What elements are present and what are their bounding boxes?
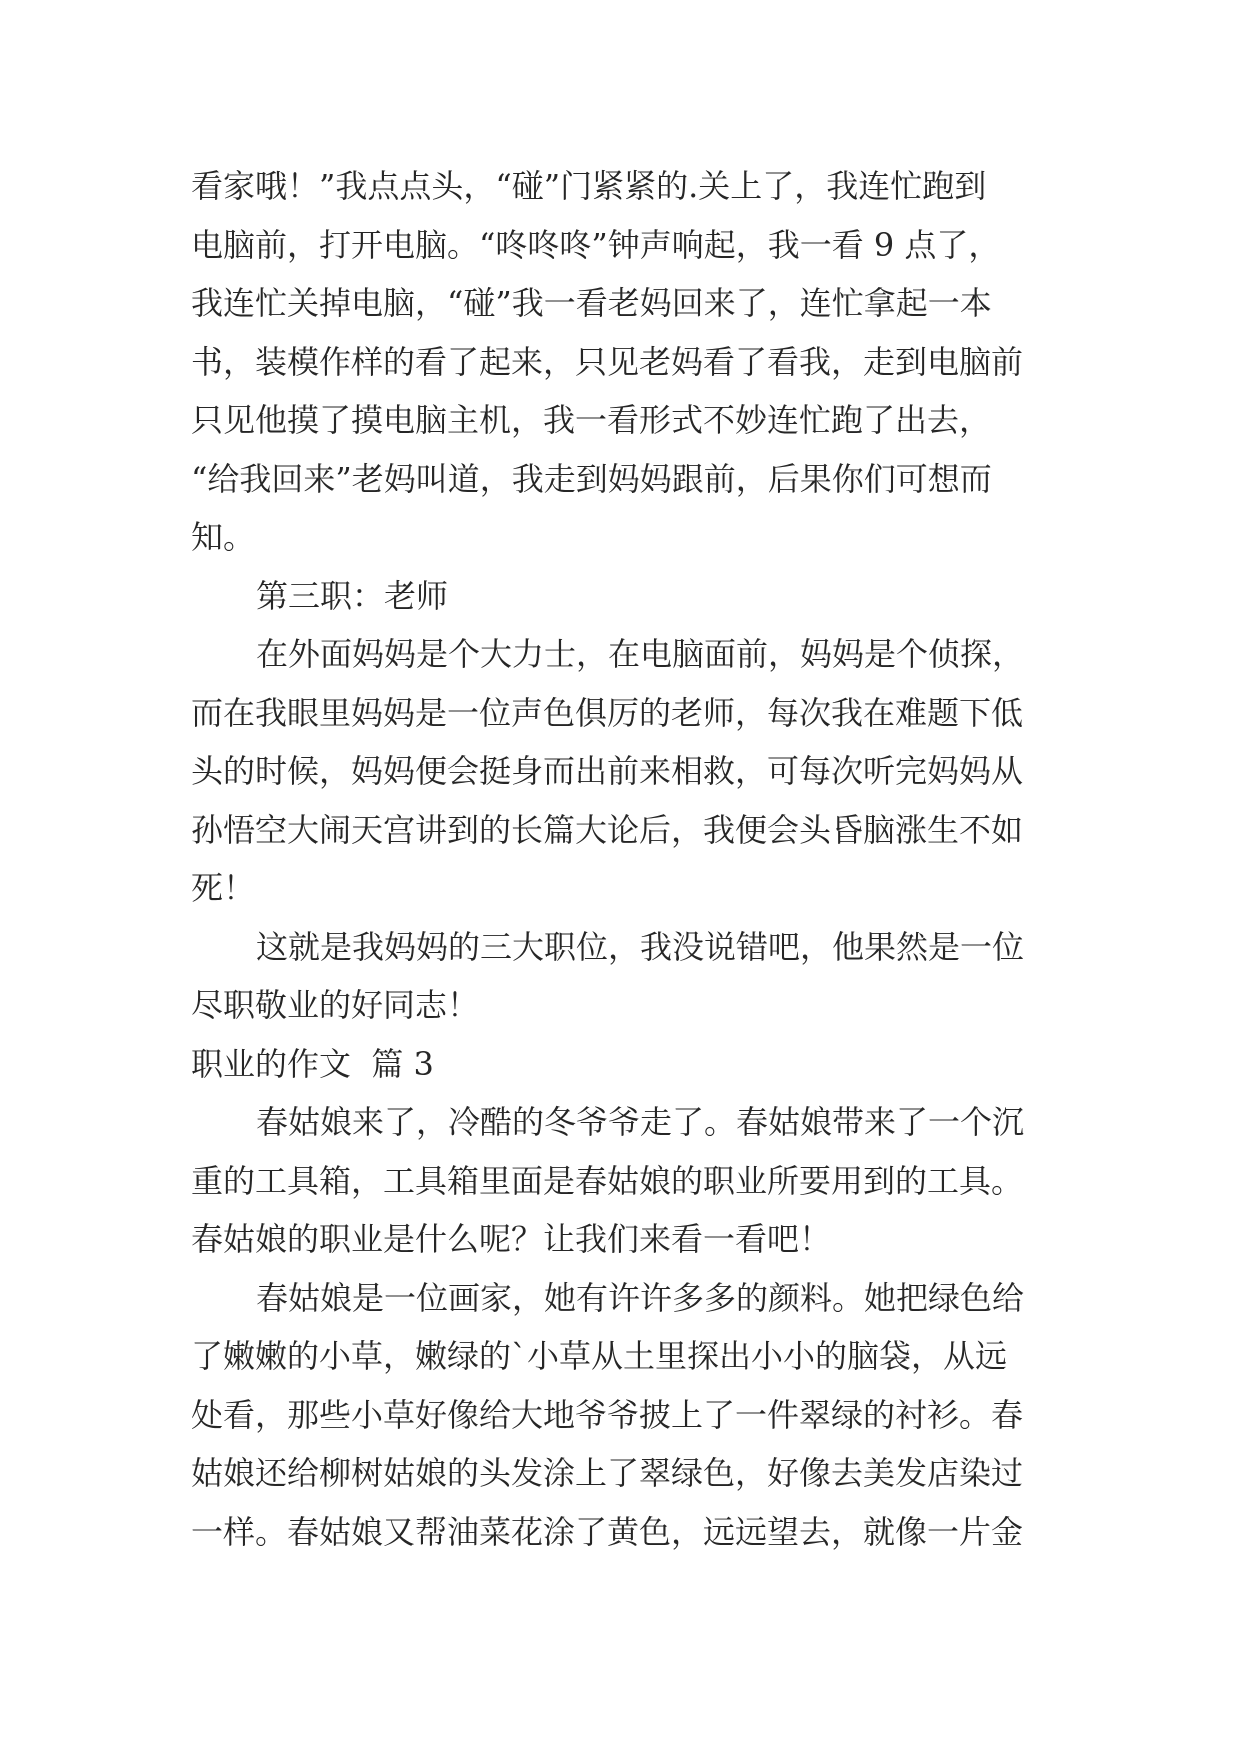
text-line: 电脑前，打开电脑。“咚咚咚”钟声响起，我一看 9 点了， (191, 226, 1001, 264)
text-line: 而在我眼里妈妈是一位声色俱厉的老师，每次我在难题下低 (191, 694, 1024, 732)
text-line: 知。 (191, 518, 256, 556)
text-line: 春姑娘来了，冷酷的冬爷爷走了。春姑娘带来了一个沉 (256, 1103, 1025, 1141)
text-line: 孙悟空大闹天宫讲到的长篇大论后，我便会头昏脑涨生不如 (191, 811, 1024, 849)
text-line: 重的工具箱，工具箱里面是春姑娘的职业所要用到的工具。 (191, 1162, 1024, 1200)
text-line: 一样。春姑娘又帮油菜花涂了黄色，远远望去，就像一片金 (191, 1513, 1024, 1551)
text-line: 我连忙关掉电脑，“碰”我一看老妈回来了，连忙拿起一本 (191, 284, 992, 322)
text-line: 在外面妈妈是个大力士，在电脑面前，妈妈是个侦探， (256, 635, 1025, 673)
article-title: 职业的作文 篇 3 (191, 1045, 434, 1083)
text-line: 尽职敬业的好同志！ (191, 986, 480, 1024)
text-line: 头的时候，妈妈便会挺身而出前来相救，可每次听完妈妈从 (191, 752, 1024, 790)
text-line: 这就是我妈妈的三大职位，我没说错吧，他果然是一位 (256, 928, 1025, 966)
text-line: 姑娘还给柳树姑娘的头发涂上了翠绿色，好像去美发店染过 (191, 1454, 1024, 1492)
text-line: 了嫩嫩的小草，嫩绿的`小草从土里探出小小的脑袋，从远 (191, 1337, 1008, 1375)
text-line: 死！ (191, 869, 256, 907)
text-line: 春姑娘是一位画家，她有许许多多的颜料。她把绿色给 (256, 1279, 1025, 1317)
text-line: 春姑娘的职业是什么呢？让我们来看一看吧！ (191, 1220, 832, 1258)
text-line: 书，装模作样的看了起来，只见老妈看了看我，走到电脑前 (191, 343, 1024, 381)
text-line: 只见他摸了摸电脑主机，我一看形式不妙连忙跑了出去， (191, 401, 992, 439)
text-line: “给我回来”老妈叫道，我走到妈妈跟前，后果你们可想而 (191, 460, 992, 498)
section-heading: 第三职：老师 (256, 577, 449, 615)
text-line: 看家哦！”我点点头，“碰”门紧紧的.关上了，我连忙跑到 (191, 167, 987, 205)
text-line: 处看，那些小草好像给大地爷爷披上了一件翠绿的衬衫。春 (191, 1396, 1024, 1434)
